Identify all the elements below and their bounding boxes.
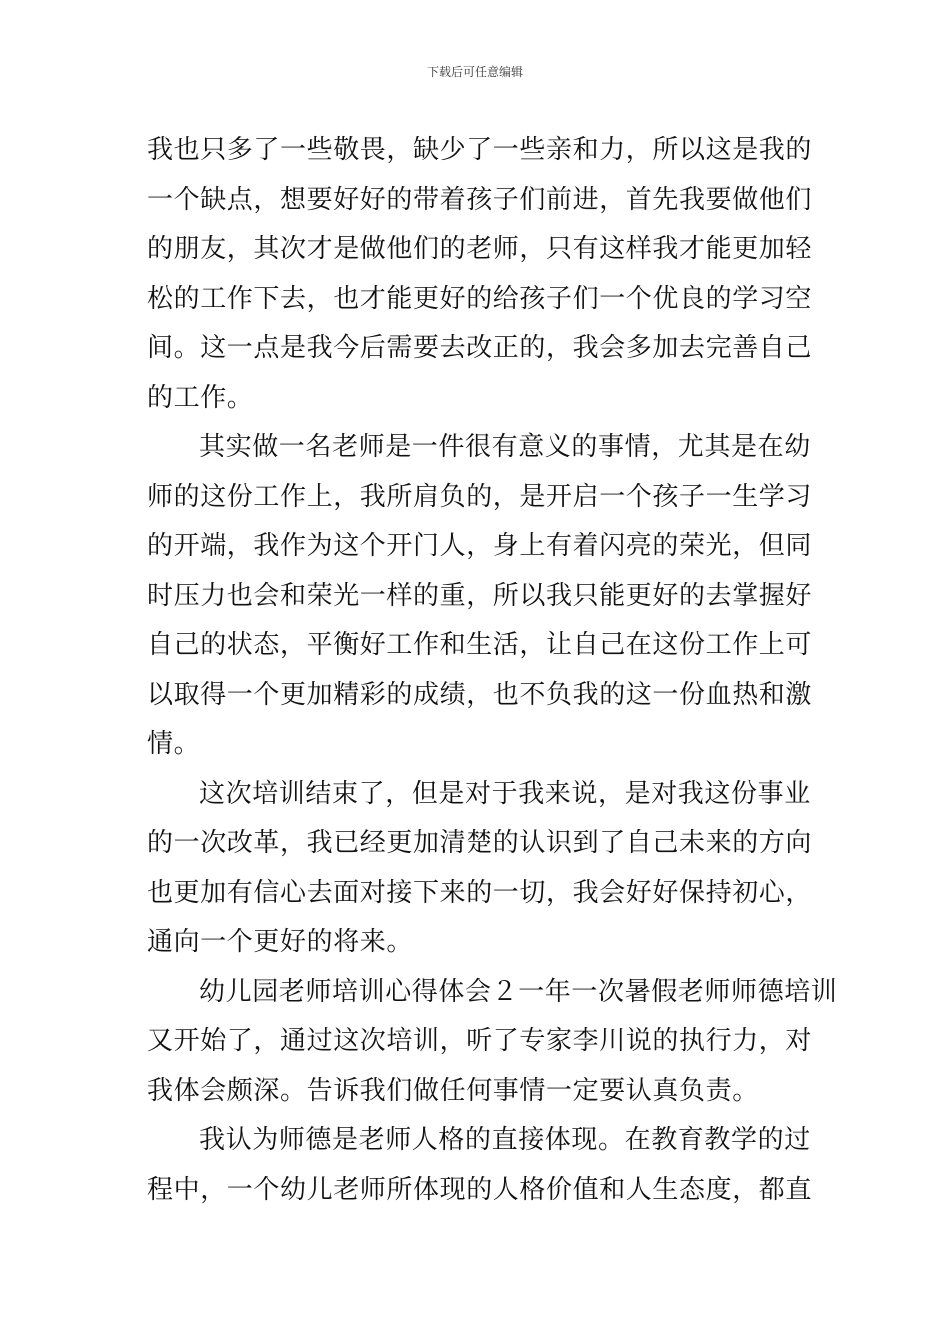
paragraph-line: 一个缺点，想要好好的带着孩子们前进，首先我要做他们 xyxy=(147,184,813,215)
paragraph-line: 我认为师德是老师人格的直接体现。在教育教学的过 xyxy=(199,1125,811,1155)
document-body xyxy=(147,126,838,1215)
paragraph-line: 自己的状态，平衡好工作和生活，让自己在这份工作上可 xyxy=(147,630,813,660)
page-header: 下载后可任意编辑 xyxy=(426,65,523,79)
paragraph-line: 师的这份工作上，我所肩负的，是开启一个孩子一生学习 xyxy=(147,481,813,512)
paragraph-line: 时压力也会和荣光一样的重，所以我只能更好的去掌握好 xyxy=(147,580,813,611)
paragraph-line: 以取得一个更加精彩的成绩，也不负我的这一份血热和激 xyxy=(147,679,813,710)
paragraph-line: 的朋友，其次才是做他们的老师，只有这样我才能更加轻 xyxy=(147,234,813,264)
paragraph-line: 程中，一个幼儿老师所体现的人格价值和人生态度，都直 xyxy=(147,1174,813,1205)
paragraph-line: 幼儿园老师培训心得体会２一年一次暑假老师师德培训 xyxy=(199,976,838,1007)
paragraph-line: 通向一个更好的将来。 xyxy=(147,927,414,957)
paragraph-line: 这次培训结束了，但是对于我来说，是对我这份事业 xyxy=(199,778,811,809)
paragraph-line: 我体会颇深。告诉我们做任何事情一定要认真负责。 xyxy=(147,1075,759,1106)
paragraph-line: 也更加有信心去面对接下来的一切，我会好好保持初心， xyxy=(147,877,813,908)
paragraph-line: 间。这一点是我今后需要去改正的，我会多加去完善自己 xyxy=(147,333,813,363)
paragraph-line: 的工作。 xyxy=(147,382,254,413)
paragraph-line: 的一次改革，我已经更加清楚的认识到了自己未来的方向 xyxy=(147,828,813,858)
paragraph-line: 松的工作下去，也才能更好的给孩子们一个优良的学习空 xyxy=(147,283,813,314)
paragraph-line: 的开端，我作为这个开门人，身上有着闪亮的荣光，但同 xyxy=(147,531,813,561)
paragraph-line: 又开始了，通过这次培训，听了专家李川说的执行力，对 xyxy=(147,1026,813,1056)
paragraph-line: 情。 xyxy=(147,729,201,759)
paragraph-line: 我也只多了一些敬畏，缺少了一些亲和力，所以这是我的 xyxy=(147,135,813,165)
paragraph-line: 其实做一名老师是一件很有意义的事情，尤其是在幼 xyxy=(199,432,811,462)
